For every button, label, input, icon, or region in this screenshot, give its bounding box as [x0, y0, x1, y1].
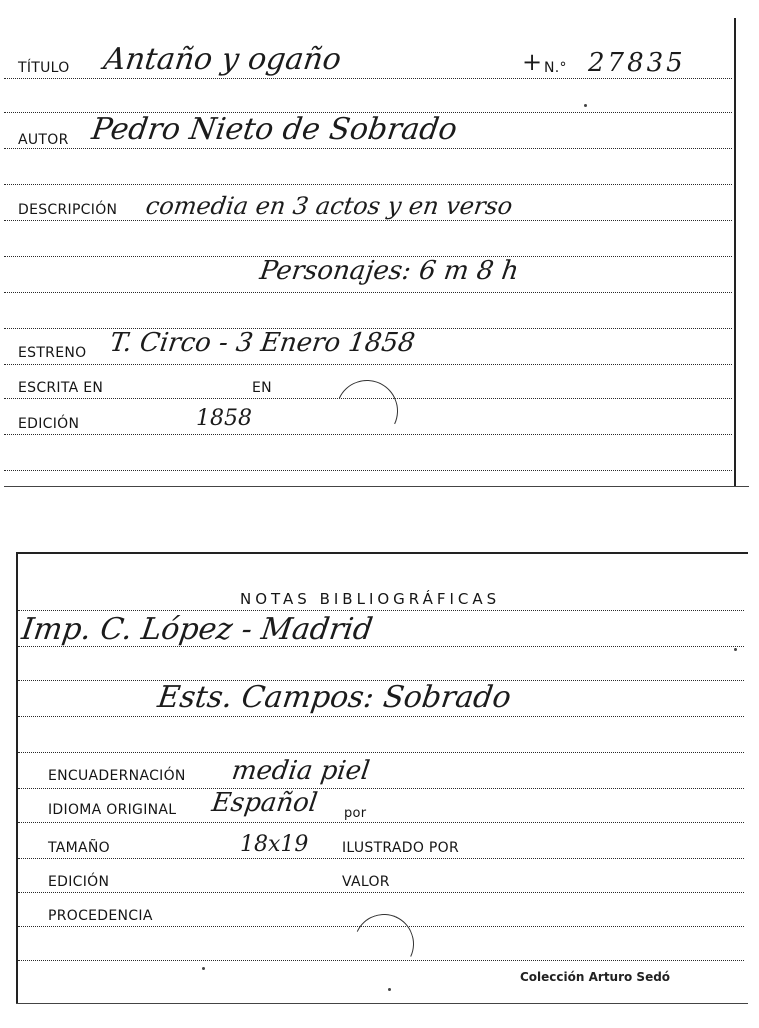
- personajes-value: Personajes: 6 m 8 h: [257, 256, 521, 286]
- card-bottom-left-edge: [16, 552, 18, 1004]
- card-top-punch-hole: [327, 371, 406, 450]
- procedencia-label: PROCEDENCIA: [48, 908, 153, 924]
- descripcion-label: DESCRIPCIÓN: [18, 202, 118, 218]
- numero-prefix: +: [522, 48, 543, 76]
- edicion-label: EDICIÓN: [18, 416, 80, 432]
- autor-value: Pedro Nieto de Sobrado: [89, 112, 460, 147]
- numero-value: 27835: [588, 48, 686, 78]
- idioma-label: IDIOMA ORIGINAL: [48, 802, 177, 818]
- encuadernacion-value: media piel: [229, 756, 372, 786]
- idioma-value: Español: [209, 788, 320, 818]
- descripcion-value: comedia en 3 actos y en verso: [144, 192, 515, 220]
- por-label: por: [344, 806, 367, 821]
- encuadernacion-label: ENCUADERNACIÓN: [48, 768, 186, 784]
- speck: [734, 648, 737, 651]
- edicion-value: 1858: [196, 406, 252, 431]
- valor-label: VALOR: [342, 874, 390, 890]
- collection-credit: Colección Arturo Sedó: [520, 970, 671, 984]
- card-bottom-bottom-edge: [16, 1003, 748, 1004]
- speck: [202, 967, 205, 970]
- nota-line-1: Imp. C. López - Madrid: [19, 612, 375, 647]
- tamano-value: 18x19: [240, 832, 309, 857]
- en-label: EN: [252, 380, 272, 396]
- titulo-label: TÍTULO: [18, 60, 70, 76]
- card-top-bottom-edge: [4, 486, 749, 487]
- speck: [584, 104, 587, 107]
- autor-label: AUTOR: [18, 132, 69, 148]
- nota-line-2: Ests. Campos: Sobrado: [155, 680, 514, 715]
- escrita-en-label: ESCRITA EN: [18, 380, 104, 396]
- edicion-label-2: EDICIÓN: [48, 874, 110, 890]
- card-bottom-top-edge: [16, 552, 748, 554]
- card-top-right-edge: [734, 18, 736, 486]
- tamano-label: TAMAÑO: [48, 840, 110, 856]
- notas-heading: NOTAS BIBLIOGRÁFICAS: [240, 590, 501, 608]
- titulo-value: Antaño y ogaño: [101, 42, 344, 77]
- speck: [388, 988, 391, 991]
- ilustrado-label: ILUSTRADO POR: [342, 840, 459, 856]
- estreno-value: T. Circo - 3 Enero 1858: [107, 328, 417, 358]
- estreno-label: ESTRENO: [18, 345, 87, 361]
- card-bottom-punch-hole: [346, 906, 423, 983]
- numero-label: N.°: [544, 60, 567, 76]
